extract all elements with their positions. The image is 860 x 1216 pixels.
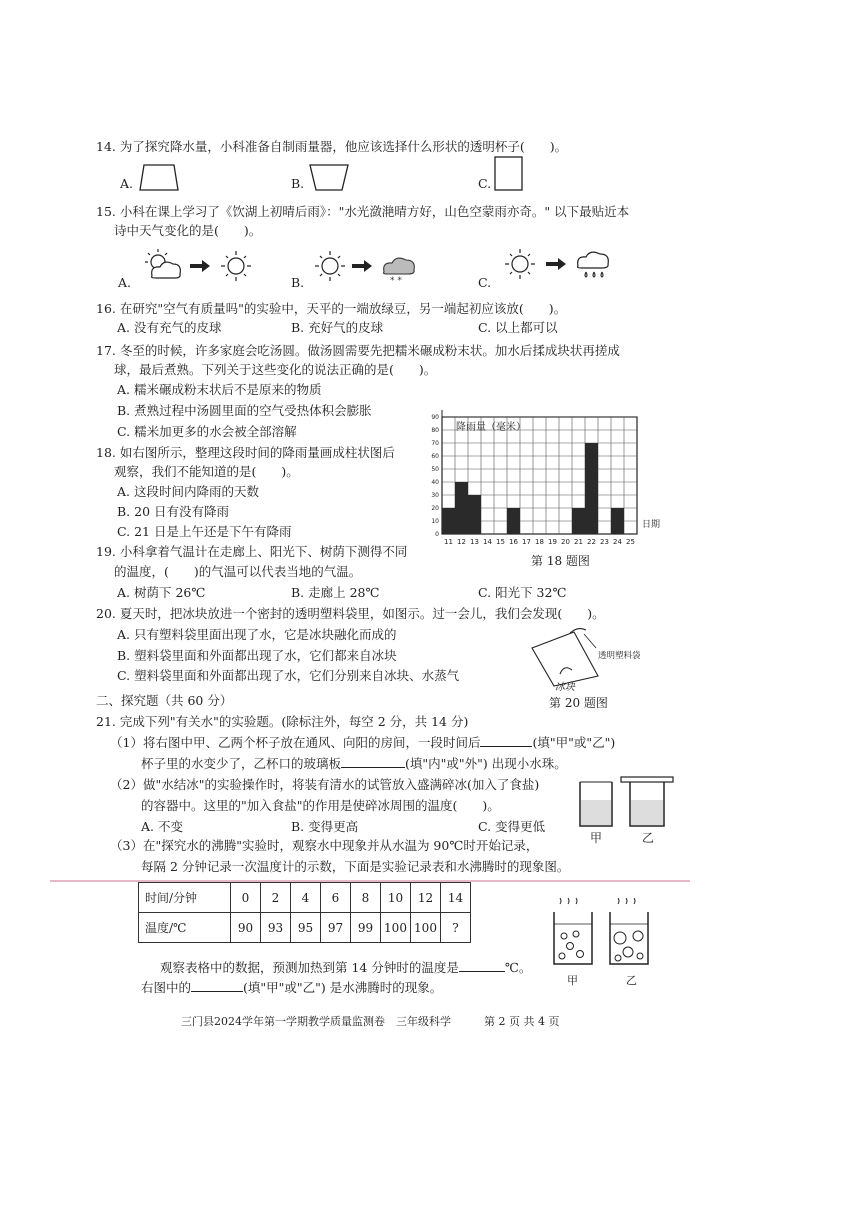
table-cell: 90 (231, 913, 261, 943)
q21-observation-line1 (160, 958, 531, 976)
chart-xtick-label: 20 (561, 538, 570, 546)
q21-p2-option-b: B. 变得更高 (291, 819, 359, 834)
table-cell: ? (441, 913, 471, 943)
chart-bar-22 (585, 443, 598, 534)
q21-stem: 21. 完成下列"有关水"的实验题。(除标注外，每空 2 分，共 14 分) (96, 714, 469, 729)
beaker-label-yi: 乙 (626, 974, 637, 987)
q14-option-b: B. (291, 176, 305, 191)
q14-option-a: A. (120, 176, 134, 191)
chart-xtick-label: 19 (548, 538, 557, 546)
section-2-title: 二、探究题（共 60 分） (96, 693, 233, 708)
q17-stem-line2: 球，最后煮熟。下列关于这些变化的说法正确的是( )。 (114, 362, 437, 377)
bag-label: 透明塑料袋 (598, 651, 641, 661)
q16-option-c: C. 以上都可以 (478, 320, 558, 335)
footer-exam-title: 三门县2024学年第一学期教学质量监测卷 三年级科学 (181, 1015, 451, 1028)
boiling-record-table (138, 882, 471, 943)
chart-xtick-label: 12 (457, 538, 466, 546)
chart-ytick-label: 20 (431, 505, 439, 512)
cup-label-yi: 乙 (642, 831, 655, 845)
rectangle-cup-icon (494, 156, 524, 192)
q16-option-a: A. 没有充气的皮球 (117, 320, 222, 335)
q15-stem-line2: 诗中天气变化的是( )。 (114, 223, 262, 238)
chart-ytick-label: 10 (431, 518, 439, 525)
cup-label-jia: 甲 (590, 831, 603, 845)
q21-p1-b: (填"甲"或"乙") (532, 735, 616, 750)
chart-xtick-label: 25 (626, 538, 635, 546)
chart-ytick-label: 50 (431, 466, 439, 473)
q19-option-c: C. 阳光下 32℃ (478, 585, 567, 600)
q19-option-b: B. 走廊上 28℃ (291, 585, 380, 600)
q21-observation-line2 (141, 978, 442, 996)
chart-ytick-label: 0 (435, 531, 439, 538)
chart-xtick-label: 22 (587, 538, 596, 546)
q21-p1-a: （1）将右图中甲、乙两个杯子放在通风、向阳的房间，一段时间后 (110, 735, 481, 750)
table-header-time: 时间/分钟 (139, 883, 231, 913)
q19-stem-line2: 的温度，( )的气温可以代表当地的气温。 (114, 564, 362, 579)
table-cell: 95 (291, 913, 321, 943)
q21-obs-a: 观察表格中的数据，预测加热到第 14 分钟时的温度是 (160, 960, 459, 975)
blank-4[interactable] (191, 979, 243, 992)
q21-p2-a: （2）做"水结冰"的实验操作时，将装有清水的试管放入盛满碎冰(加入了食盐) (110, 777, 540, 792)
q15-option-a: A. (118, 275, 132, 290)
chart-ytick-label: 90 (431, 414, 439, 421)
chart-xtick-label: 18 (535, 538, 544, 546)
q18-stem-line1: 18. 如右图所示，整理这段时间的降雨量画成柱状图后 (96, 445, 395, 460)
q20-stem: 20. 夏天时，把冰块放进一个密封的透明塑料袋里，如图示。过一会儿，我们会发现( )。 (96, 606, 605, 621)
table-cell: 100 (381, 913, 411, 943)
q18-option-b: B. 20 日有没有降雨 (117, 504, 230, 519)
chart-xtick-label: 17 (522, 538, 531, 546)
ice-label: 冰块 (555, 682, 575, 693)
chart-xtick-label: 24 (613, 538, 622, 546)
q21-obs-c: 右图中的 (141, 980, 192, 995)
blank-1[interactable] (480, 734, 532, 747)
sunny-to-rain-icon (498, 244, 628, 284)
chart-bar-21 (572, 508, 585, 534)
chart-bar-11 (442, 508, 455, 534)
table-cell: 8 (351, 883, 381, 913)
chart-bar-13 (468, 495, 481, 534)
chart-xtick-label: 16 (509, 538, 518, 546)
q20-caption: 第 20 题图 (549, 696, 608, 710)
q20-option-c: C. 塑料袋里面和外面都出现了水，它们分别来自冰块、水蒸气 (117, 668, 460, 683)
chart-ytick-label: 40 (431, 479, 439, 486)
q21-part1-line2 (141, 754, 567, 772)
table-cell: 0 (231, 883, 261, 913)
table-cell: 100 (411, 913, 441, 943)
q17-option-a: A. 糯米碾成粉末状后不是原来的物质 (117, 382, 322, 397)
table-cell: 14 (441, 883, 471, 913)
q14-stem: 14. 为了探究降水量，小科准备自制雨量器，他应该选择什么形状的透明杯子( )。 (96, 139, 568, 154)
table-header-temp: 温度/℃ (139, 913, 231, 943)
chart-xtick-label: 13 (470, 538, 479, 546)
q18-option-c: C. 21 日是上午还是下午有降雨 (117, 524, 292, 539)
q21-obs-d: (填"甲"或"乙") 是水沸腾时的现象。 (243, 980, 443, 995)
chart-bar-16 (507, 508, 520, 534)
chart-ytick-label: 80 (431, 427, 439, 434)
cloudy-to-sunny-icon (140, 246, 270, 286)
cups-diagram (570, 774, 690, 830)
q21-part1-line1 (110, 733, 615, 751)
q21-p2-b: 的容器中。这里的"加入食盐"的作用是使碎冰周围的温度( )。 (141, 798, 500, 813)
q15-stem-line1: 15. 小科在课上学习了《饮湖上初晴后雨》："水光潋滟晴方好，山色空蒙雨亦奇。" 以下最贴近本 (96, 204, 630, 219)
table-cell: 10 (381, 883, 411, 913)
chart-caption: 第 18 题图 (531, 554, 590, 568)
table-cell: 12 (411, 883, 441, 913)
chart-xtick-label: 15 (496, 538, 505, 546)
chart-ytick-label: 60 (431, 453, 439, 460)
table-row (139, 913, 471, 943)
table-cell: 2 (261, 883, 291, 913)
beaker-label-jia: 甲 (567, 974, 578, 987)
table-cell: 4 (291, 883, 321, 913)
q15-option-b: B. (291, 275, 305, 290)
rainfall-bar-chart (420, 410, 670, 570)
chart-bar-24 (611, 508, 624, 534)
chart-bar-12 (455, 482, 468, 534)
table-cell: 6 (321, 883, 351, 913)
chart-xlabel: 日期 (642, 520, 661, 530)
blank-2[interactable] (341, 755, 405, 768)
q21-p2-option-c: C. 变得更低 (478, 819, 546, 834)
q21-p1-c: 杯子里的水变少了，乙杯口的玻璃板 (141, 756, 342, 771)
q21-p3-a: （3）在"探究水的沸腾"实验时，观察水中现象并从水温为 90℃时开始记录， (110, 838, 539, 853)
q21-p3-b: 每隔 2 分钟记录一次温度计的示数，下面是实验记录表和水沸腾时的现象图。 (141, 859, 570, 874)
chart-xtick-label: 14 (483, 538, 492, 546)
q14-option-c: C. (478, 176, 492, 191)
q15-option-c: C. (478, 275, 492, 290)
chart-ytick-label: 30 (431, 492, 439, 499)
table-cell: 93 (261, 913, 291, 943)
q17-stem-line1: 17. 冬至的时候，许多家庭会吃汤圆。做汤圆需要先把糯米碾成粉末状。加水后揉成块状再搓成 (96, 343, 620, 358)
q21-p1-d: (填"内"或"外") 出现小水珠。 (405, 756, 567, 771)
q21-obs-b: ℃。 (504, 960, 532, 975)
chart-title: 降雨量（毫米） (456, 422, 526, 433)
chart-xtick-label: 11 (444, 538, 453, 546)
inverted-trapezoid-cup-icon (308, 164, 350, 192)
q16-stem: 16. 在研究"空气有质量吗"的实验中，天平的一端放绿豆，另一端起初应该放( )。 (96, 301, 567, 316)
q21-p2-option-a: A. 不变 (141, 819, 183, 834)
q17-option-c: C. 糯米加更多的水会被全部溶解 (117, 424, 297, 439)
table-cell: 99 (351, 913, 381, 943)
chart-xtick-label: 21 (574, 538, 583, 546)
q20-option-a: A. 只有塑料袋里面出现了水，它是冰块融化而成的 (117, 627, 397, 642)
q18-stem-line2: 观察，我们不能知道的是( )。 (114, 464, 299, 479)
table-cell: 97 (321, 913, 351, 943)
q16-option-b: B. 充好气的皮球 (291, 320, 384, 335)
sunny-to-snow-icon (308, 246, 438, 286)
chart-xtick-label: 23 (600, 538, 609, 546)
chart-ytick-label: 70 (431, 440, 439, 447)
q19-stem-line1: 19. 小科拿着气温计在走廊上、阳光下、树荫下测得不同 (96, 544, 408, 559)
boiling-beakers-diagram (548, 896, 668, 970)
table-row (139, 883, 471, 913)
q17-option-b: B. 煮熟过程中汤圆里面的空气受热体积会膨胀 (117, 403, 372, 418)
blank-3[interactable] (459, 959, 505, 972)
q18-option-a: A. 这段时间内降雨的天数 (117, 484, 259, 499)
trapezoid-cup-icon (138, 164, 180, 192)
q19-option-a: A. 树荫下 26℃ (117, 585, 206, 600)
footer-page-number: 第 2 页 共 4 页 (484, 1015, 560, 1028)
q20-option-b: B. 塑料袋里面和外面都出现了水，它们都来自冰块 (117, 648, 397, 663)
svg-text:* *: * * (390, 276, 402, 286)
